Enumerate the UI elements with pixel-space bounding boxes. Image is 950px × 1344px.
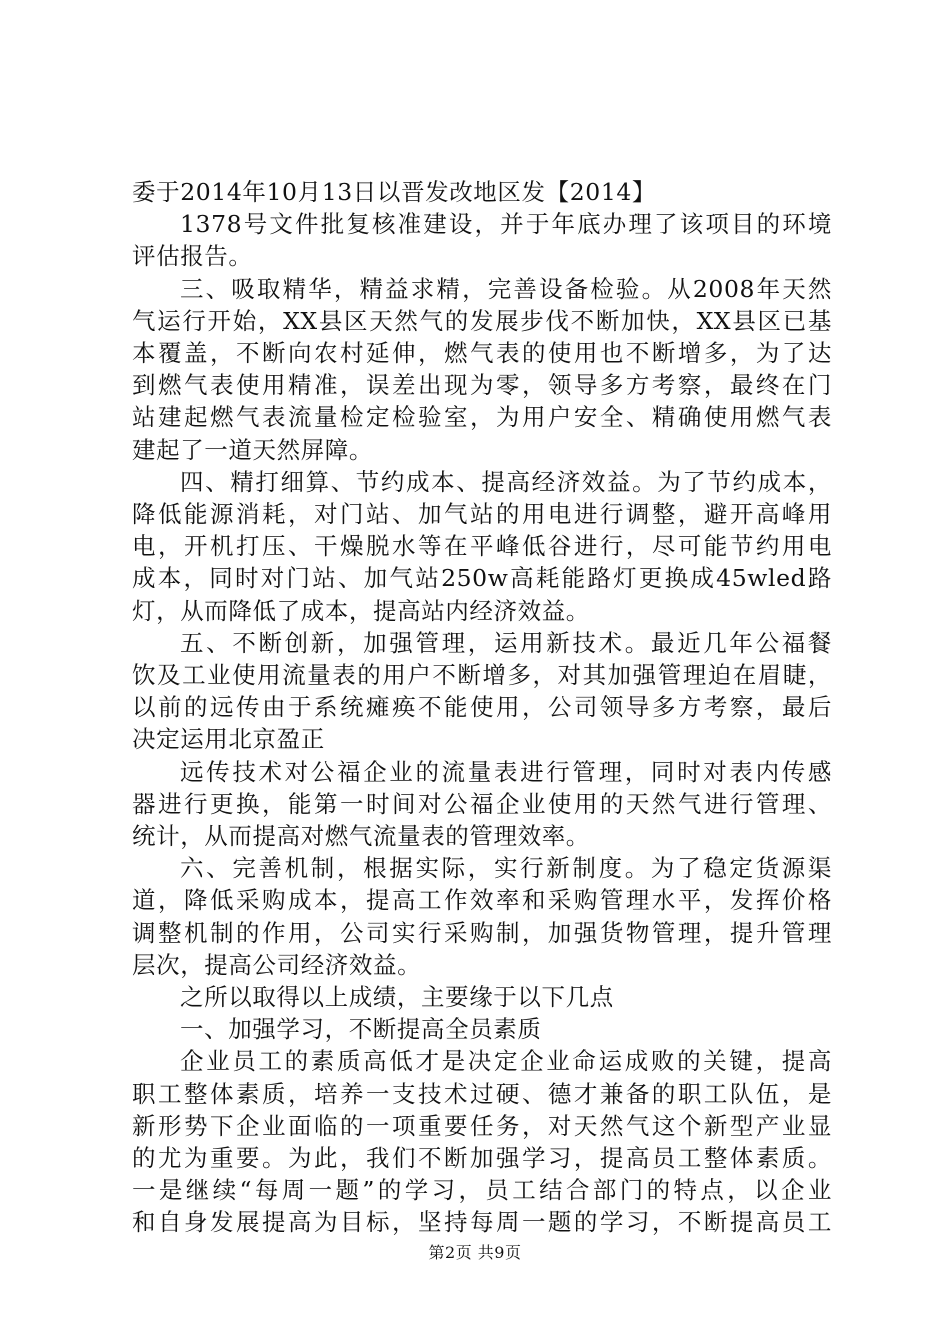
- text-line: 远传技术对公福企业的流量表进行管理，同时对表内传感: [180, 757, 832, 786]
- text-line: 之所以取得以上成绩，主要缘于以下几点: [180, 983, 614, 1011]
- text-line: 六、完善机制，根据实际，实行新制度。为了稳定货源渠: [180, 854, 832, 883]
- text-line: 企业员工的素质高低才是决定企业命运成败的关键，提高: [180, 1047, 832, 1076]
- text-line: 成本，同时对门站、加气站250w高耗能路灯更换成45wled路: [132, 564, 832, 593]
- text-line: 的尤为重要。为此，我们不断加强学习，提高员工整体素质。: [132, 1144, 832, 1172]
- text-line: 1378号文件批复核准建设，并于年底办理了该项目的环境: [180, 210, 832, 239]
- text-line: 五、不断创新，加强管理，运用新技术。最近几年公福餐: [180, 628, 832, 657]
- text-line: 统计，从而提高对燃气流量表的管理效率。: [132, 822, 590, 850]
- text-line: 气运行开始，XX县区天然气的发展步伐不断加快，XX县区已基: [132, 306, 832, 335]
- text-line: 道，降低采购成本，提高工作效率和采购管理水平，发挥价格: [132, 886, 832, 915]
- text-line: 本覆盖，不断向农村延伸，燃气表的使用也不断增多，为了达: [132, 339, 832, 367]
- text-line: 站建起燃气表流量检定检验室，为用户安全、精确使用燃气表: [132, 403, 832, 432]
- text-line: 器进行更换，能第一时间对公福企业使用的天然气进行管理、: [132, 789, 832, 818]
- text-line: 职工整体素质，培养一支技术过硬、德才兼备的职工队伍，是: [132, 1079, 832, 1108]
- page-footer: 第2页 共9页: [428, 1243, 522, 1262]
- text-line: 决定运用北京盈正: [132, 725, 325, 754]
- text-line: 评估报告。: [132, 242, 253, 271]
- text-line: 一是继续“每周一题”的学习，员工结合部门的特点，以企业: [132, 1176, 832, 1205]
- text-line: 层次，提高公司经济效益。: [132, 950, 422, 979]
- text-line: 建起了一道天然屏障。: [132, 435, 373, 464]
- text-line: 委于2014年10月13日以晋发改地区发【2014】: [132, 178, 657, 206]
- text-line: 以前的远传由于系统瘫痪不能使用，公司领导多方考察，最后: [132, 693, 832, 722]
- text-line: 一、加强学习，不断提高全员素质: [180, 1015, 542, 1044]
- text-line: 电，开机打压、干燥脱水等在平峰低谷进行，尽可能节约用电: [132, 532, 832, 561]
- text-line: 到燃气表使用精准，误差出现为零，领导多方考察，最终在门: [132, 371, 832, 400]
- text-line: 四、精打细算、节约成本、提高经济效益。为了节约成本，: [180, 467, 832, 496]
- text-line: 新形势下企业面临的一项重要任务，对天然气这个新型产业显: [132, 1111, 832, 1140]
- text-line: 和自身发展提高为目标，坚持每周一题的学习，不断提高员工: [132, 1208, 832, 1237]
- text-line: 灯，从而降低了成本，提高站内经济效益。: [132, 596, 590, 625]
- text-line: 调整机制的作用，公司实行采购制，加强货物管理，提升管理: [132, 918, 832, 947]
- text-line: 三、吸取精华，精益求精，完善设备检验。从2008年天然: [180, 274, 832, 303]
- text-line: 饮及工业使用流量表的用户不断增多，对其加强管理迫在眉睫，: [132, 661, 832, 689]
- text-line: 降低能源消耗，对门站、加气站的用电进行调整，避开高峰用: [132, 500, 832, 528]
